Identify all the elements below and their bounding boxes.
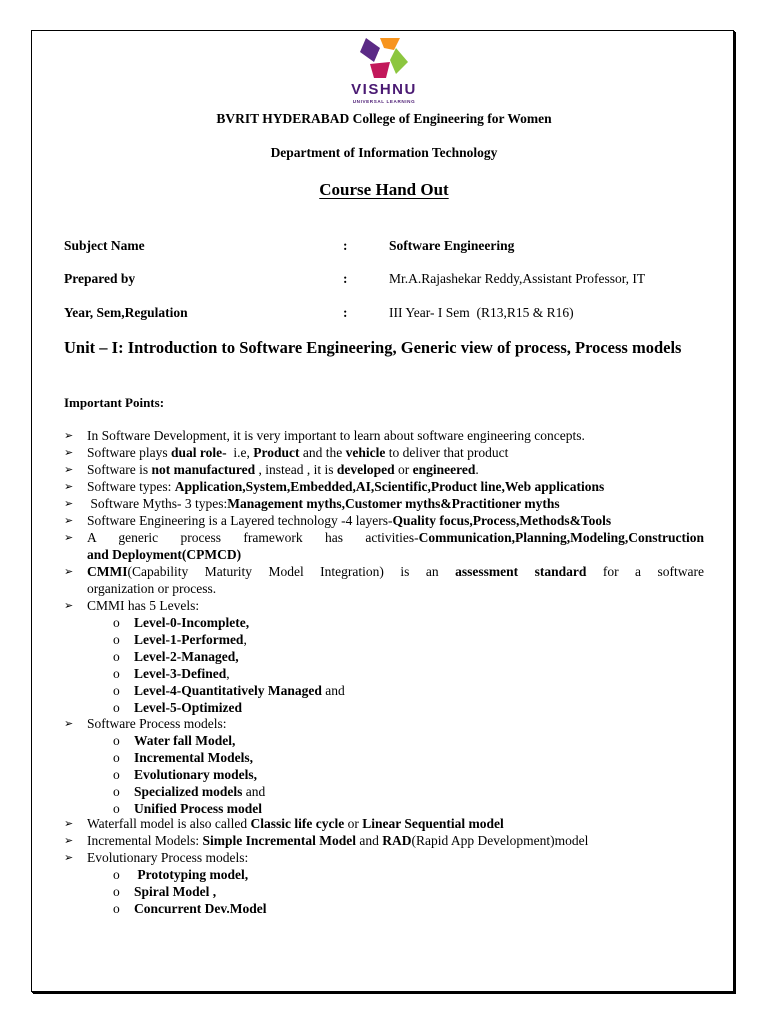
circle-bullet-icon: o (113, 615, 120, 630)
arrow-bullet-icon: ➢ (64, 817, 74, 830)
meta-label: Prepared by (64, 271, 136, 286)
meta-colon: : (343, 238, 348, 253)
arrow-bullet-icon: ➢ (64, 851, 74, 864)
meta-label: Year, Sem,Regulation (64, 305, 188, 320)
arrow-bullet-icon: ➢ (64, 446, 74, 459)
document-title: Course Hand Out (319, 180, 449, 199)
meta-label: Subject Name (64, 238, 145, 253)
unit-heading: Unit – I: Introduction to Software Engineering, Generic view of process, Process models (64, 338, 682, 357)
logo-name: VISHNU (351, 81, 417, 98)
arrow-bullet-icon: ➢ (64, 531, 74, 544)
circle-bullet-icon: o (113, 784, 120, 799)
circle-bullet-icon: o (113, 750, 120, 765)
arrow-bullet-icon: ➢ (64, 565, 74, 578)
important-points-label: Important Points: (64, 395, 165, 410)
circle-bullet-icon: o (113, 767, 120, 782)
meta-row-subject (64, 238, 724, 256)
arrow-bullet-icon: ➢ (64, 599, 74, 612)
circle-bullet-icon: o (113, 884, 120, 899)
circle-bullet-icon: o (113, 700, 120, 715)
meta-colon: : (343, 271, 348, 286)
arrow-bullet-icon: ➢ (64, 834, 74, 847)
meta-row-prepared-by (64, 271, 724, 289)
meta-value: III Year- I Sem (R13,R15 & R16) (389, 305, 574, 320)
arrow-bullet-icon: ➢ (64, 429, 74, 442)
meta-row-year-sem (64, 305, 724, 323)
meta-value: Mr.A.Rajashekar Reddy,Assistant Professor, IT (389, 271, 646, 286)
arrow-bullet-icon: ➢ (64, 497, 74, 510)
circle-bullet-icon: o (113, 733, 120, 748)
circle-bullet-icon: o (113, 649, 120, 664)
circle-bullet-icon: o (113, 666, 120, 681)
arrow-bullet-icon: ➢ (64, 717, 74, 730)
department-name: Department of Information Technology (270, 145, 498, 160)
circle-bullet-icon: o (113, 801, 120, 816)
college-name: BVRIT HYDERABAD College of Engineering for Women (216, 111, 552, 126)
circle-bullet-icon: o (113, 867, 120, 882)
vishnu-logo-mark-icon (356, 34, 412, 82)
circle-bullet-icon: o (113, 683, 120, 698)
circle-bullet-icon: o (113, 901, 120, 916)
logo-tagline: UNIVERSAL LEARNING (352, 99, 416, 104)
circle-bullet-icon: o (113, 632, 120, 647)
arrow-bullet-icon: ➢ (64, 480, 74, 493)
meta-value: Software Engineering (389, 238, 515, 253)
arrow-bullet-icon: ➢ (64, 514, 74, 527)
meta-colon: : (343, 305, 348, 320)
arrow-bullet-icon: ➢ (64, 463, 74, 476)
